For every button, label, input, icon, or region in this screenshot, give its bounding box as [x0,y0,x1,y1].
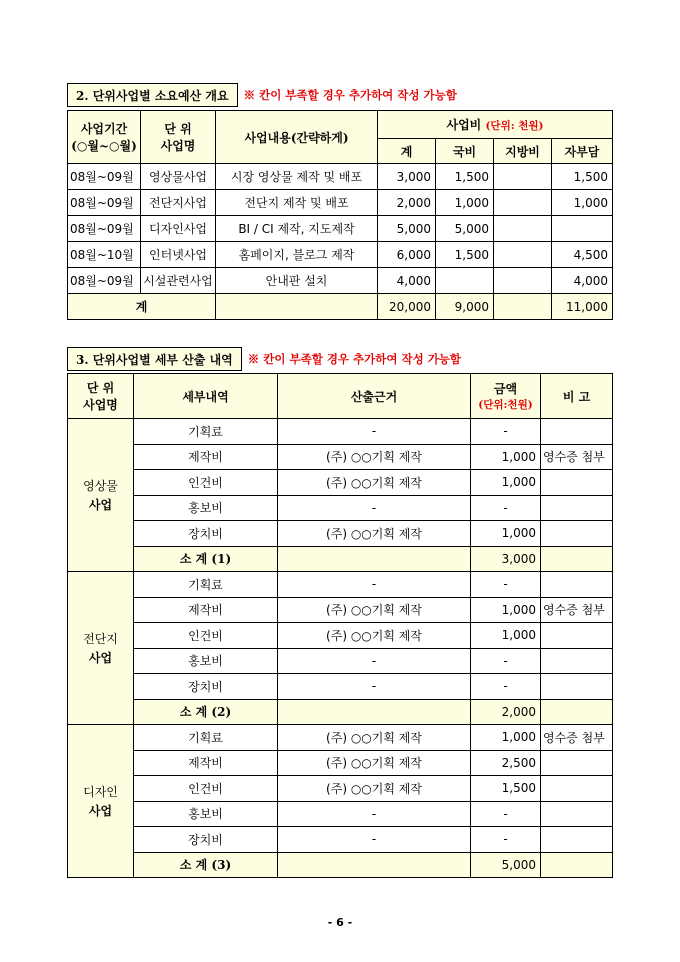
table-row [68,268,613,294]
basis-cell: - [278,648,471,674]
table-row [68,776,613,802]
detail-cell: 홍보비 [134,801,278,827]
unit-name-cell [68,419,134,572]
page-number: - 6 - [327,916,353,929]
table-row [68,444,613,470]
unit-name-cell: 영상물사업 [141,164,216,190]
table-row [68,725,613,751]
unit-name-line1: 영상물 [83,479,118,493]
total-cell: 6,000 [378,242,436,268]
subtotal-label: 소 계 (2) [134,699,278,725]
amount-cell: - [471,648,541,674]
total-cell: 4,000 [378,268,436,294]
sum-content-cell [216,294,378,320]
unit-name-line1: 디자인 [83,785,118,799]
basis-cell: (주) ○○기획 제작 [278,597,471,623]
header-total: 계 [378,139,436,164]
self-cell: 1,000 [552,190,613,216]
detail-cell: 제작비 [134,750,278,776]
header-budget: 사업비 (단위: 천원) [378,111,613,139]
amount-unit-note: (단위:천원) [478,399,533,411]
subtotal-remark-cell [541,546,613,572]
sum-row [68,294,613,320]
content-cell: 전단지 제작 및 배포 [216,190,378,216]
table-row [68,597,613,623]
header-period: 사업기간 (○월~○월) [68,111,141,164]
national-cell: 1,500 [436,242,494,268]
detail-cell: 기획료 [134,725,278,751]
table-row [68,674,613,700]
amount-cell: 1,000 [471,470,541,496]
detail-cell: 인건비 [134,470,278,496]
amount-cell: 1,000 [471,444,541,470]
detail-cell: 기획료 [134,572,278,598]
subtotal-amount: 5,000 [471,852,541,878]
subtotal-row [68,546,613,572]
remark-cell [541,470,613,496]
national-cell: 1,500 [436,164,494,190]
period-cell: 08월~09월 [68,268,141,294]
subtotal-label: 소 계 (3) [134,852,278,878]
subtotal-label: 소 계 (1) [134,546,278,572]
header-unit-name: 단 위 사업명 [68,374,134,419]
detail-cell: 제작비 [134,597,278,623]
detail-cell: 제작비 [134,444,278,470]
detail-cell: 홍보비 [134,648,278,674]
basis-cell: - [278,572,471,598]
subtotal-row [68,699,613,725]
header-local: 지방비 [494,139,552,164]
header-national: 국비 [436,139,494,164]
sum-label: 계 [68,294,216,320]
table-row [68,190,613,216]
basis-cell: (주) ○○기획 제작 [278,470,471,496]
section2-title: 2. 단위사업별 소요예산 개요 [67,83,238,107]
amount-cell: 1,000 [471,597,541,623]
local-cell [494,268,552,294]
subtotal-basis-cell [278,546,471,572]
total-cell: 5,000 [378,216,436,242]
sum-total: 20,000 [378,294,436,320]
remark-cell [541,521,613,547]
period-cell: 08월~10월 [68,242,141,268]
remark-cell [541,495,613,521]
basis-cell: (주) ○○기획 제작 [278,444,471,470]
remark-cell [541,623,613,649]
remark-cell [541,801,613,827]
unit-name-cell: 시설관련사업 [141,268,216,294]
detail-breakdown-table [67,373,613,878]
amount-cell: - [471,495,541,521]
budget-unit-note: (단위: 천원) [485,120,544,132]
basis-cell: - [278,419,471,445]
table-row [68,419,613,445]
basis-cell: (주) ○○기획 제작 [278,750,471,776]
subtotal-basis-cell [278,699,471,725]
section2-header [67,83,457,107]
self-cell [552,216,613,242]
amount-cell: 1,000 [471,521,541,547]
local-cell [494,242,552,268]
detail-cell: 기획료 [134,419,278,445]
detail-cell: 장치비 [134,827,278,853]
basis-cell: (주) ○○기획 제작 [278,776,471,802]
remark-cell: 영수증 첨부 [541,444,613,470]
table-row [68,164,613,190]
local-cell [494,216,552,242]
amount-cell: - [471,419,541,445]
period-cell: 08월~09월 [68,164,141,190]
basis-cell: - [278,801,471,827]
table-row [68,827,613,853]
header-amount: 금액 (단위:천원) [471,374,541,419]
basis-cell: (주) ○○기획 제작 [278,521,471,547]
self-cell: 4,500 [552,242,613,268]
subtotal-basis-cell [278,852,471,878]
table-row [68,648,613,674]
header-basis: 산출근거 [278,374,471,419]
amount-cell: - [471,572,541,598]
unit-name-line1: 전단지 [83,632,118,646]
unit-name-line2: 사업 [88,498,113,512]
sum-national: 9,000 [436,294,494,320]
table-row [68,750,613,776]
section3-header [67,347,461,371]
content-cell: 홈페이지, 블로그 제작 [216,242,378,268]
subtotal-row [68,852,613,878]
section3-title: 3. 단위사업별 세부 산출 내역 [67,347,242,371]
amount-cell: - [471,827,541,853]
remark-cell: 영수증 첨부 [541,597,613,623]
header-remark: 비 고 [541,374,613,419]
total-cell: 3,000 [378,164,436,190]
local-cell [494,164,552,190]
amount-cell: - [471,674,541,700]
content-cell: BI / CI 제작, 지도제작 [216,216,378,242]
period-cell: 08월~09월 [68,190,141,216]
budget-overview-table [67,110,613,320]
national-cell [436,268,494,294]
table-row [68,521,613,547]
basis-cell: (주) ○○기획 제작 [278,725,471,751]
header-detail: 세부내역 [134,374,278,419]
table-row [68,495,613,521]
local-cell [494,190,552,216]
section3-note: ※ 칸이 부족할 경우 추가하여 작성 가능함 [247,352,462,366]
detail-cell: 홍보비 [134,495,278,521]
unit-name-cell [68,725,134,878]
detail-cell: 장치비 [134,674,278,700]
header-content: 사업내용(간략하게) [216,111,378,164]
remark-cell [541,648,613,674]
content-cell: 안내판 설치 [216,268,378,294]
unit-name-line2: 사업 [88,804,113,818]
unit-name-cell: 디자인사업 [141,216,216,242]
subtotal-amount: 2,000 [471,699,541,725]
table-row [68,623,613,649]
basis-cell: (주) ○○기획 제작 [278,623,471,649]
national-cell: 1,000 [436,190,494,216]
remark-cell [541,827,613,853]
content-cell: 시장 영상물 제작 및 배포 [216,164,378,190]
amount-cell: 1,000 [471,623,541,649]
sum-self: 11,000 [552,294,613,320]
subtotal-remark-cell [541,699,613,725]
header-unit-name: 단 위 사업명 [141,111,216,164]
subtotal-remark-cell [541,852,613,878]
table-row [68,572,613,598]
header-self: 자부담 [552,139,613,164]
detail-cell: 장치비 [134,521,278,547]
basis-cell: - [278,827,471,853]
amount-cell: 2,500 [471,750,541,776]
table-row [68,470,613,496]
remark-cell [541,419,613,445]
detail-cell: 인건비 [134,623,278,649]
total-cell: 2,000 [378,190,436,216]
remark-cell [541,674,613,700]
unit-name-line2: 사업 [88,651,113,665]
table-row [68,801,613,827]
detail-cell: 인건비 [134,776,278,802]
amount-cell: 1,000 [471,725,541,751]
amount-cell: - [471,801,541,827]
remark-cell [541,572,613,598]
unit-name-cell: 전단지사업 [141,190,216,216]
unit-name-cell: 인터넷사업 [141,242,216,268]
remark-cell [541,776,613,802]
sum-local [494,294,552,320]
table-row [68,242,613,268]
basis-cell: - [278,495,471,521]
self-cell: 1,500 [552,164,613,190]
section2-note: ※ 칸이 부족할 경우 추가하여 작성 가능함 [243,88,457,102]
basis-cell: - [278,674,471,700]
unit-name-cell [68,572,134,725]
national-cell: 5,000 [436,216,494,242]
table-row [68,216,613,242]
remark-cell [541,750,613,776]
self-cell: 4,000 [552,268,613,294]
amount-cell: 1,500 [471,776,541,802]
remark-cell: 영수증 첨부 [541,725,613,751]
period-cell: 08월~09월 [68,216,141,242]
subtotal-amount: 3,000 [471,546,541,572]
